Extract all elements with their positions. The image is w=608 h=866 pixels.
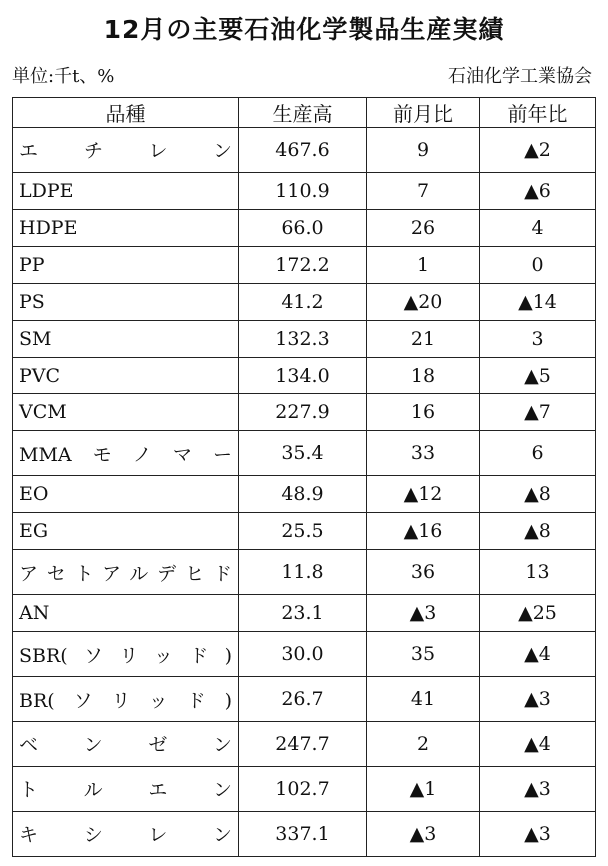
month-over-month-value: 1 (367, 246, 480, 283)
month-over-month-value: ▲1 (367, 766, 480, 811)
table-row (13, 431, 596, 476)
product-name: エチレン (13, 128, 239, 173)
year-over-year-value: ▲3 (480, 766, 596, 811)
product-name: トルエン (13, 766, 239, 811)
production-value: 41.2 (239, 283, 367, 320)
month-over-month-value: 36 (367, 550, 480, 595)
product-name: MMAモノマー (13, 431, 239, 476)
month-over-month-value: 21 (367, 320, 480, 357)
production-value: 227.9 (239, 394, 367, 431)
year-over-year-value: ▲8 (480, 476, 596, 513)
production-value: 48.9 (239, 476, 367, 513)
year-over-year-value: ▲14 (480, 283, 596, 320)
month-over-month-value: ▲16 (367, 513, 480, 550)
year-over-year-value: ▲6 (480, 172, 596, 209)
product-name: SM (13, 320, 239, 357)
year-over-year-value: ▲3 (480, 811, 596, 856)
production-value: 467.6 (239, 128, 367, 173)
production-value: 134.0 (239, 357, 367, 394)
table-row (13, 209, 596, 246)
month-over-month-value: 2 (367, 721, 480, 766)
product-name: アセトアルデヒド (13, 550, 239, 595)
production-table (12, 97, 596, 857)
month-over-month-value: ▲20 (367, 283, 480, 320)
month-over-month-value: 16 (367, 394, 480, 431)
month-over-month-value: ▲3 (367, 811, 480, 856)
product-name: BR(ソリッド) (13, 677, 239, 722)
month-over-month-value: 41 (367, 677, 480, 722)
table-row (13, 394, 596, 431)
table-header-row (13, 98, 596, 128)
month-over-month-value: ▲3 (367, 595, 480, 632)
product-name: AN (13, 595, 239, 632)
header-month-over-month: 前月比 (367, 98, 480, 128)
year-over-year-value: ▲8 (480, 513, 596, 550)
month-over-month-value: 33 (367, 431, 480, 476)
product-name: PVC (13, 357, 239, 394)
year-over-year-value: ▲7 (480, 394, 596, 431)
production-value: 11.8 (239, 550, 367, 595)
table-row (13, 476, 596, 513)
year-over-year-value: 4 (480, 209, 596, 246)
product-name: キシレン (13, 811, 239, 856)
product-name: EO (13, 476, 239, 513)
year-over-year-value: ▲4 (480, 721, 596, 766)
table-row (13, 766, 596, 811)
source-label: 石油化学工業協会 (448, 66, 592, 87)
table-row (13, 128, 596, 173)
production-value: 172.2 (239, 246, 367, 283)
production-value: 247.7 (239, 721, 367, 766)
year-over-year-value: 6 (480, 431, 596, 476)
table-row (13, 811, 596, 856)
table-row (13, 677, 596, 722)
production-value: 132.3 (239, 320, 367, 357)
header-year-over-year: 前年比 (480, 98, 596, 128)
month-over-month-value: 26 (367, 209, 480, 246)
product-name: PP (13, 246, 239, 283)
year-over-year-value: ▲4 (480, 632, 596, 677)
month-over-month-value: 35 (367, 632, 480, 677)
month-over-month-value: ▲12 (367, 476, 480, 513)
table-row (13, 550, 596, 595)
month-over-month-value: 7 (367, 172, 480, 209)
production-value: 30.0 (239, 632, 367, 677)
month-over-month-value: 9 (367, 128, 480, 173)
product-name: HDPE (13, 209, 239, 246)
year-over-year-value: ▲2 (480, 128, 596, 173)
year-over-year-value: ▲3 (480, 677, 596, 722)
table-row (13, 721, 596, 766)
month-over-month-value: 18 (367, 357, 480, 394)
header-product: 品種 (13, 98, 239, 128)
production-value: 26.7 (239, 677, 367, 722)
table-row (13, 357, 596, 394)
table-row (13, 246, 596, 283)
header-production: 生産高 (239, 98, 367, 128)
product-name: PS (13, 283, 239, 320)
page-title: 12月の主要石油化学製品生産実績 (103, 15, 505, 44)
table-row (13, 632, 596, 677)
year-over-year-value: 3 (480, 320, 596, 357)
production-value: 25.5 (239, 513, 367, 550)
production-value: 23.1 (239, 595, 367, 632)
production-value: 110.9 (239, 172, 367, 209)
year-over-year-value: ▲25 (480, 595, 596, 632)
production-value: 102.7 (239, 766, 367, 811)
production-value: 337.1 (239, 811, 367, 856)
year-over-year-value: ▲5 (480, 357, 596, 394)
product-name: SBR(ソリッド) (13, 632, 239, 677)
product-name: LDPE (13, 172, 239, 209)
table-row (13, 283, 596, 320)
year-over-year-value: 13 (480, 550, 596, 595)
product-name: ベンゼン (13, 721, 239, 766)
product-name: VCM (13, 394, 239, 431)
production-value: 66.0 (239, 209, 367, 246)
unit-label: 単位:千t、% (12, 66, 115, 87)
table-row (13, 595, 596, 632)
product-name: EG (13, 513, 239, 550)
production-value: 35.4 (239, 431, 367, 476)
table-row (13, 320, 596, 357)
year-over-year-value: 0 (480, 246, 596, 283)
table-row (13, 172, 596, 209)
table-row (13, 513, 596, 550)
